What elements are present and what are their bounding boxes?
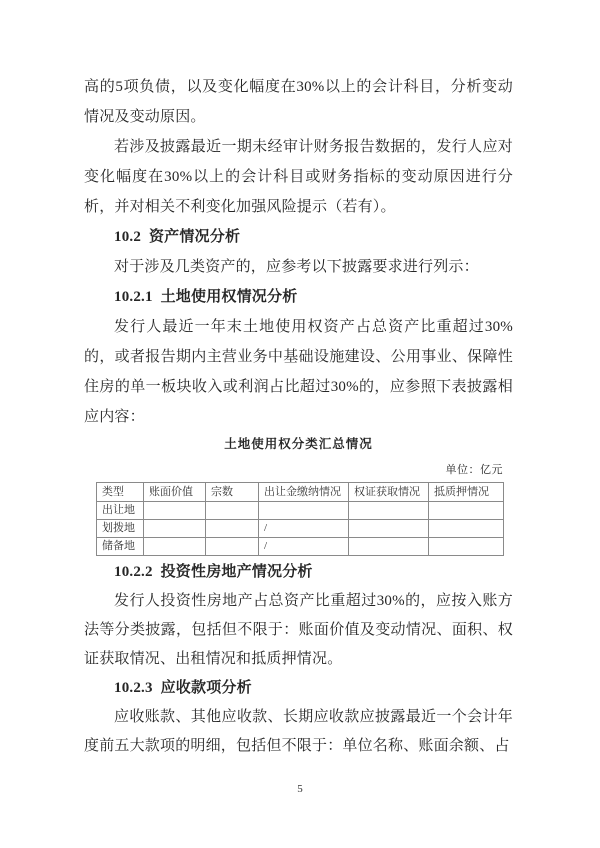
table-cell: [259, 502, 349, 520]
paragraph-assets-intro: 对于涉及几类资产的，应参考以下披露要求进行列示：: [114, 259, 479, 275]
table-cell: /: [259, 520, 349, 538]
table-header-cell: 宗数: [206, 483, 259, 502]
table-cell: [206, 520, 259, 538]
table-header-row: [97, 483, 504, 502]
paragraph-receivables: 应收账款、其他应收款、长期应收款应披露最近一个会计年度前五大款项的明细，包括但不限于：单位名称、账面余额、占: [84, 709, 513, 754]
table-header-cell: 权证获取情况: [349, 483, 429, 502]
table-cell: [206, 538, 259, 556]
section-heading-10-2: 10.2 资产情况分析: [114, 229, 241, 245]
table-row: [97, 502, 504, 520]
table-header-cell: 类型: [97, 483, 144, 502]
page-number: 5: [297, 783, 303, 795]
paragraph-investment-property: 发行人投资性房地产占总资产比重超过30%的，应按入账方法等分类披露，包括但不限于：账面价值及变动情况、面积、权证获取情况、出租情况和抵质押情况。: [84, 593, 513, 667]
paragraph-unaudited-data: 若涉及披露最近一期未经审计财务报告数据的，发行人应对变化幅度在30%以上的会计科目或财务指标的变动原因进行分析，并对相关不利变化加强风险提示（若有）。: [84, 139, 513, 215]
table-cell: 划拨地: [97, 520, 144, 538]
section-heading-10-2-1: 10.2.1 土地使用权情况分析: [114, 289, 298, 305]
table-cell: [349, 502, 429, 520]
table-cell: [144, 502, 206, 520]
table-unit-label: 单位：亿元: [445, 464, 503, 476]
table-cell: [144, 538, 206, 556]
table-cell: [429, 538, 504, 556]
section-heading-10-2-3: 10.2.3 应收款项分析: [114, 680, 252, 696]
table-header-cell: 抵质押情况: [429, 483, 504, 502]
table-cell: [206, 502, 259, 520]
table-cell: [144, 520, 206, 538]
table-cell: /: [259, 538, 349, 556]
page-content: [84, 72, 513, 761]
table-row: [97, 538, 504, 556]
table-cell: [429, 502, 504, 520]
table-cell: 出让地: [97, 502, 144, 520]
table-cell: [349, 538, 429, 556]
table-cell: [349, 520, 429, 538]
section-heading-10-2-2: 10.2.2 投资性房地产情况分析: [114, 564, 313, 580]
paragraph-continuation: 高的5项负债，以及变化幅度在30%以上的会计科目，分析变动情况及变动原因。: [84, 79, 513, 125]
table-cell: 储备地: [97, 538, 144, 556]
land-use-table: [96, 482, 504, 556]
table-row: [97, 520, 504, 538]
table-cell: [429, 520, 504, 538]
table-title: 土地使用权分类汇总情况: [224, 437, 373, 451]
table-header-cell: 出让金缴纳情况: [259, 483, 349, 502]
table-header-cell: 账面价值: [144, 483, 206, 502]
paragraph-land-use: 发行人最近一年末土地使用权资产占总资产比重超过30%的，或者报告期内主营业务中基础设施建设、公用事业、保障性住房的单一板块收入或利润占比超过30%的，应参照下表披露相应内容：: [84, 319, 513, 425]
